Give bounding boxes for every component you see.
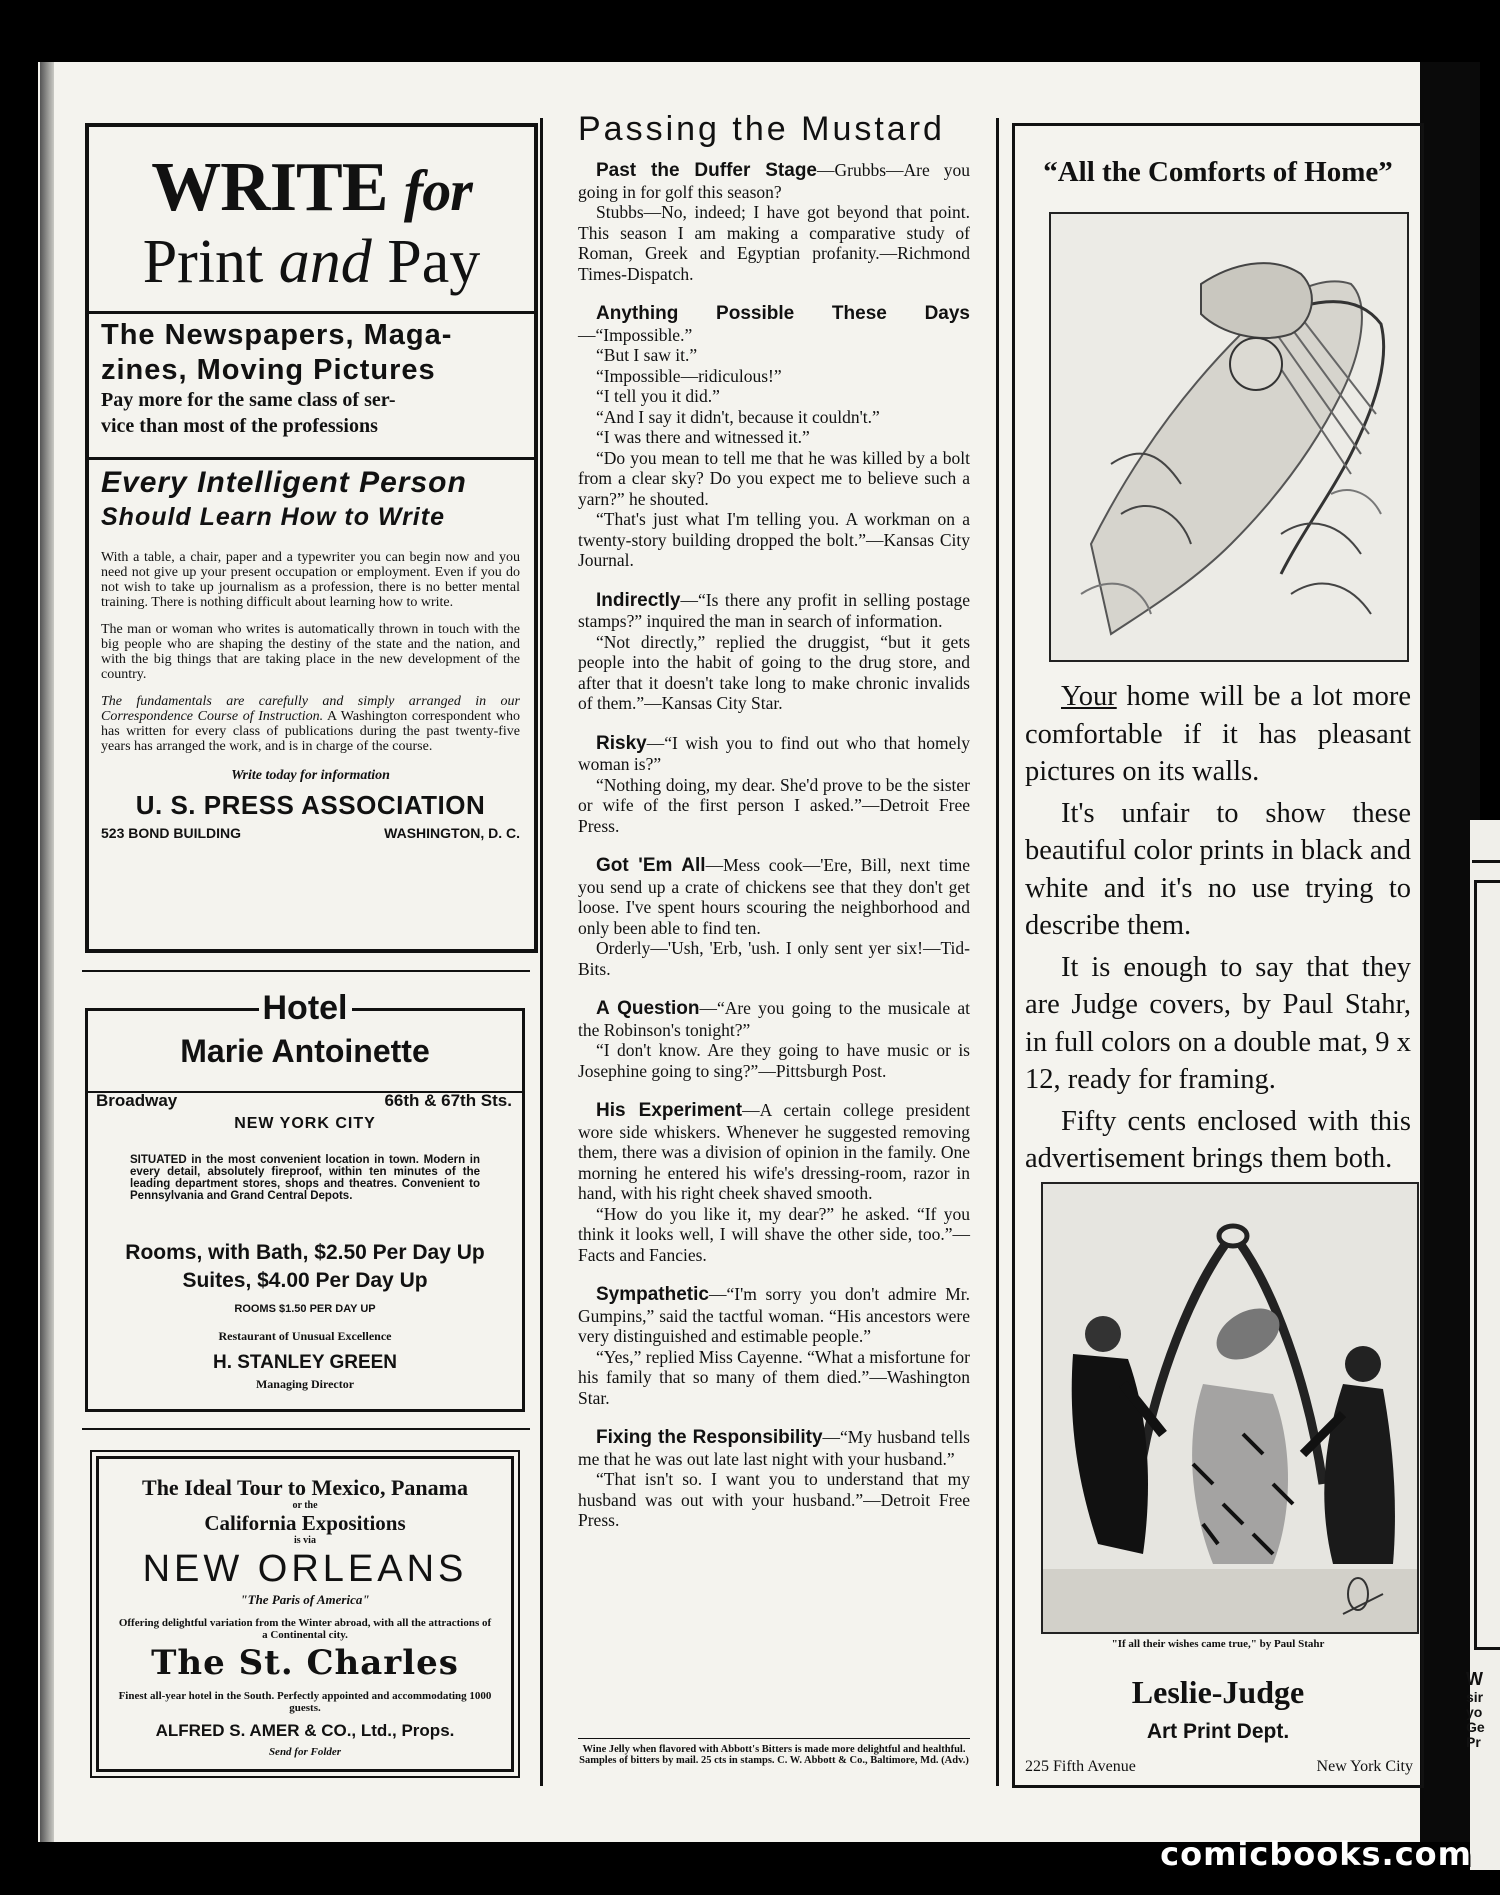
joke-item <box>578 998 970 1081</box>
slogan-line: Every Intelligent Person <box>101 466 467 499</box>
facing-page-rule <box>1472 860 1500 863</box>
prints-paragraph <box>1025 678 1411 791</box>
joke-paragraph: “Nothing doing, my dear. She'd prove to be the sister or wife of the first person I asked.”—Detroit Free Press. <box>578 774 970 836</box>
joke-heading: Past the Duffer Stage <box>596 160 817 181</box>
joke-item <box>578 1284 970 1408</box>
woman-illustration <box>1051 214 1407 660</box>
joke-paragraph: “That's just what I'm telling you. A workman on a twenty-story building dropped the bolt.”—Kansas City Journal. <box>578 509 970 570</box>
joke-paragraph: “I don't know. Are they going to have music or is Josephine going to sing?”—Pittsburgh Post. <box>578 1040 970 1081</box>
ad-paragraph: The man or woman who writes is automatically thrown in touch with the big people who are shaping the destiny of the state and the nation, and with the big things that are taking place in the new development of the country. <box>101 622 520 682</box>
joke-paragraph: “How do you like it, my dear?” he asked. “If you think it looks well, I will shave the other side, too.”—Facts and Fancies. <box>578 1203 970 1265</box>
hotel-rate: Suites, $4.00 Per Day Up <box>182 1269 428 1292</box>
hotel-title: Hotel <box>259 989 352 1027</box>
wishbone-illustration <box>1043 1184 1417 1632</box>
divider <box>82 970 530 972</box>
cta-text: Write today for information <box>231 768 390 783</box>
joke-opening <box>578 303 970 345</box>
write-for-print-ad <box>85 123 538 953</box>
joke-item <box>578 1100 970 1265</box>
headline-pay: Pay <box>387 228 481 296</box>
subhead-line: The Newspapers, Maga- <box>101 319 453 351</box>
joke-text: —“I'm sorry you don't admire Mr. Gumpins,” said the tactful woman. “His ancestors were very distinguished and estimable people.” <box>578 1284 970 1346</box>
slogan-line: Should Learn How to Write <box>101 503 445 531</box>
joke-heading: Got 'Em All <box>596 855 706 876</box>
joke-text: —A certain college president wore side whiskers. Whenever he suggested removing them, there was a division of opinion in the family. One morning he entered his wife's dressing-room, razor in hand, with his right cheek shaved smooth. <box>578 1100 971 1203</box>
facing-page-box <box>1474 880 1500 1650</box>
joke-text: —“Are you going to the musicale at the Robinson's tonight?” <box>578 998 970 1040</box>
tour-city: NEW ORLEANS <box>142 1548 468 1590</box>
headline-print: Print <box>142 228 264 296</box>
hotel-name: Marie Antoinette <box>180 1033 430 1069</box>
print-illustration-woman <box>1049 212 1409 662</box>
dept-name: Art Print Dept. <box>1146 1720 1290 1743</box>
prints-paragraph-text: home will be a lot more comfortable if it has pleasant pictures on its walls. <box>1025 681 1411 787</box>
facing-page-text <box>1466 1668 1485 1750</box>
edge-text: W <box>1466 1669 1483 1689</box>
print-illustration-wishbone <box>1041 1182 1419 1634</box>
tour-headline: The Ideal Tour to Mexico, Panama <box>142 1475 468 1500</box>
joke-item <box>578 855 970 979</box>
ad-paragraph-italic: The fundamentals are carefully and simply arranged in our Correspondence Course of Instruction. <box>101 694 520 724</box>
column-title: Passing the Mustard <box>578 110 945 148</box>
edge-text: Ge <box>1466 1719 1485 1735</box>
ad-paragraph: A Washington correspondent who has written for every class of publications during the past twenty-five years has arranged the work, and is in charge of the course. <box>101 709 520 754</box>
hotel-manager: H. STANLEY GREEN <box>212 1352 398 1373</box>
tour-connector: or the <box>292 1500 318 1511</box>
hotel-restaurant: Restaurant of Unusual Excellence <box>218 1329 392 1343</box>
joke-item <box>578 733 970 837</box>
address-left: 523 BOND BUILDING <box>101 825 242 841</box>
joke-text: —Grubbs—Are you going in for golf this season? <box>578 160 970 202</box>
prints-paragraph: It is enough to say that they are Judge covers, by Paul Stahr, in full colors on a double mat, 9 x 12, ready for framing. <box>1025 951 1411 1095</box>
subhead-line: Pay more for the same class of ser- <box>101 389 396 411</box>
prints-paragraph: It's unfair to show these beautiful color prints in black and white and it's no use trying to describe them. <box>1025 797 1411 941</box>
hotel-manager-title: Managing Director <box>255 1377 355 1391</box>
divider <box>89 457 534 460</box>
ad-headline <box>89 149 534 226</box>
joke-opening <box>578 998 970 1040</box>
joke-heading: Anything Possible These Days <box>596 303 970 324</box>
joke-paragraph: “And I say it didn't, because it couldn't.” <box>596 406 880 427</box>
joke-text: —“Impossible.” <box>578 324 693 345</box>
hotel-rate-small: ROOMS $1.50 PER DAY UP <box>234 1303 376 1315</box>
tour-send-folder: Send for Folder <box>268 1746 342 1758</box>
address-left: 225 Fifth Avenue <box>1025 1758 1136 1775</box>
joke-paragraph: “But I saw it.” <box>596 345 698 365</box>
joke-paragraph: Orderly—'Ush, 'Erb, 'ush. I only sent yer six!—Tid-Bits. <box>578 938 970 979</box>
address-right: WASHINGTON, D. C. <box>384 825 520 841</box>
prints-title: “All the Comforts of Home” <box>1043 156 1393 188</box>
underlined-word: Your <box>1061 681 1117 712</box>
joke-item <box>578 590 970 714</box>
joke-heading: Sympathetic <box>596 1284 709 1305</box>
hotel-city: NEW YORK CITY <box>234 1115 376 1132</box>
joke-text: —“I wish you to find out who that homely woman is?” <box>578 732 970 774</box>
tour-proprietors: ALFRED S. AMER & CO., Ltd., Props. <box>155 1721 455 1740</box>
headline-for: for <box>403 158 472 223</box>
hotel-description: SITUATED in the most convenient location in town. Modern in every detail, absolutely fireproof, within ten minutes of the leading department stores, shops and theatres. Convenient to Pennsylvania and Grand Central Depots. <box>130 1154 480 1202</box>
joke-paragraph: “That isn't so. I want you to understand that my husband was out with your husband.”—Detroit Free Press. <box>578 1469 970 1530</box>
joke-paragraph: Stubbs—No, indeed; I have got beyond that point. This season I am making a comparative study of Roman, Greek and Egyptian profanity.—Richmond Times-Dispatch. <box>578 202 970 284</box>
joke-opening <box>578 733 970 775</box>
joke-text: —“My husband tells me that he was out late last night with your husband.” <box>578 1427 970 1469</box>
joke-paragraph: “I was there and witnessed it.” <box>596 427 810 447</box>
tour-headline: California Expositions <box>204 1511 406 1535</box>
joke-opening <box>578 1284 970 1347</box>
joke-heading: Risky <box>596 732 647 754</box>
joke-heading: His Experiment <box>596 1100 743 1121</box>
illustration-caption: "If all their wishes came true," by Paul Stahr <box>1111 1638 1325 1650</box>
joke-opening <box>578 160 970 202</box>
subhead-line: zines, Moving Pictures <box>101 354 436 386</box>
org-name: U. S. PRESS ASSOCIATION <box>135 790 486 820</box>
joke-heading: A Question <box>596 998 700 1019</box>
abbotts-bitters-ad: Wine Jelly when flavored with Abbott's Bitters is made more delightful and healthful. Samples of bitters by mail. 25 cts in stamps. C. W. Abbott & Co., Baltimore, Md. (Adv.) <box>579 1744 969 1766</box>
joke-text: —“Is there any profit in selling postage stamps?” inquired the man in search of information. <box>578 589 970 631</box>
edge-text: yo <box>1466 1704 1483 1720</box>
hotel-ad <box>85 989 525 1412</box>
new-orleans-ad <box>96 1456 514 1772</box>
jokes-column <box>578 160 970 1550</box>
joke-item <box>578 1427 970 1531</box>
leslie-judge-ad <box>1012 123 1424 1788</box>
headline-write: WRITE <box>151 149 388 226</box>
hotel-streets: 66th & 67th Sts. <box>384 1091 512 1110</box>
page-spine-shadow <box>40 62 54 1842</box>
ad-paragraph: With a table, a chair, paper and a typewriter you can begin now and you need not give up your present occupation or employment. Even if you do not wish to take up journalism as a profession, there is no better mental training. There is nothing difficult about learning how to write. <box>101 550 520 610</box>
brand-name: Leslie-Judge <box>1131 1674 1305 1710</box>
joke-heading: Indirectly <box>596 589 681 611</box>
joke-opening <box>578 1427 970 1469</box>
ad-headline-2 <box>89 226 534 298</box>
divider <box>82 1428 530 1430</box>
hotel-st-charles: The St. Charles <box>151 1643 459 1683</box>
divider <box>578 1738 970 1739</box>
joke-paragraph: “Not directly,” replied the druggist, “but it gets people into the habit of going to the drug store, and after that it doesn't take long to make chronic invalids of them.”—Kansas City Star. <box>578 631 970 713</box>
tour-offer: Offering delightful variation from the Winter abroad, with all the attractions of a Continental city. <box>118 1617 492 1641</box>
column-rule-right <box>996 118 999 1786</box>
joke-paragraph: “Impossible—ridiculous!” <box>596 365 782 386</box>
joke-item <box>578 160 970 284</box>
edge-text: Pr <box>1466 1734 1481 1750</box>
tour-connector: is via <box>294 1535 316 1546</box>
joke-text: —Mess cook—'Ere, Bill, next time you send up a crate of chickens see that they don't get loose. I've spent hours scouring the neighborhood and only been able to find ten. <box>578 855 970 938</box>
tour-tagline: "The Paris of America" <box>240 1592 370 1607</box>
divider <box>89 311 534 314</box>
watermark: comicbooks.com <box>1160 1835 1472 1873</box>
prints-paragraph: Fifty cents enclosed with this advertisement brings them both. <box>1025 1105 1411 1174</box>
joke-paragraph: “Yes,” replied Miss Cayenne. “What a misfortune for his family that so many of them died.”—Washington Star. <box>578 1346 970 1408</box>
subhead-line: vice than most of the professions <box>101 415 378 437</box>
joke-opening <box>578 855 970 938</box>
hotel-st-charles-desc: Finest all-year hotel in the South. Perfectly appointed and accommodating 1000 guests. <box>118 1690 492 1714</box>
joke-item <box>578 303 970 571</box>
headline-and: and <box>278 228 372 296</box>
hotel-street: Broadway <box>96 1091 178 1110</box>
joke-opening <box>578 1100 970 1204</box>
address-right: New York City <box>1316 1758 1413 1775</box>
joke-heading: Fixing the Responsibility <box>596 1427 823 1448</box>
column-rule-left <box>540 118 543 1786</box>
joke-paragraph: “I tell you it did.” <box>596 386 720 406</box>
hotel-rate: Rooms, with Bath, $2.50 Per Day Up <box>125 1241 485 1264</box>
joke-paragraph: “Do you mean to tell me that he was killed by a bolt from a clear sky? Do you expect me to believe such a yarn?” he shouted. <box>578 447 970 509</box>
edge-text: sir <box>1466 1689 1484 1705</box>
joke-opening <box>578 590 970 632</box>
